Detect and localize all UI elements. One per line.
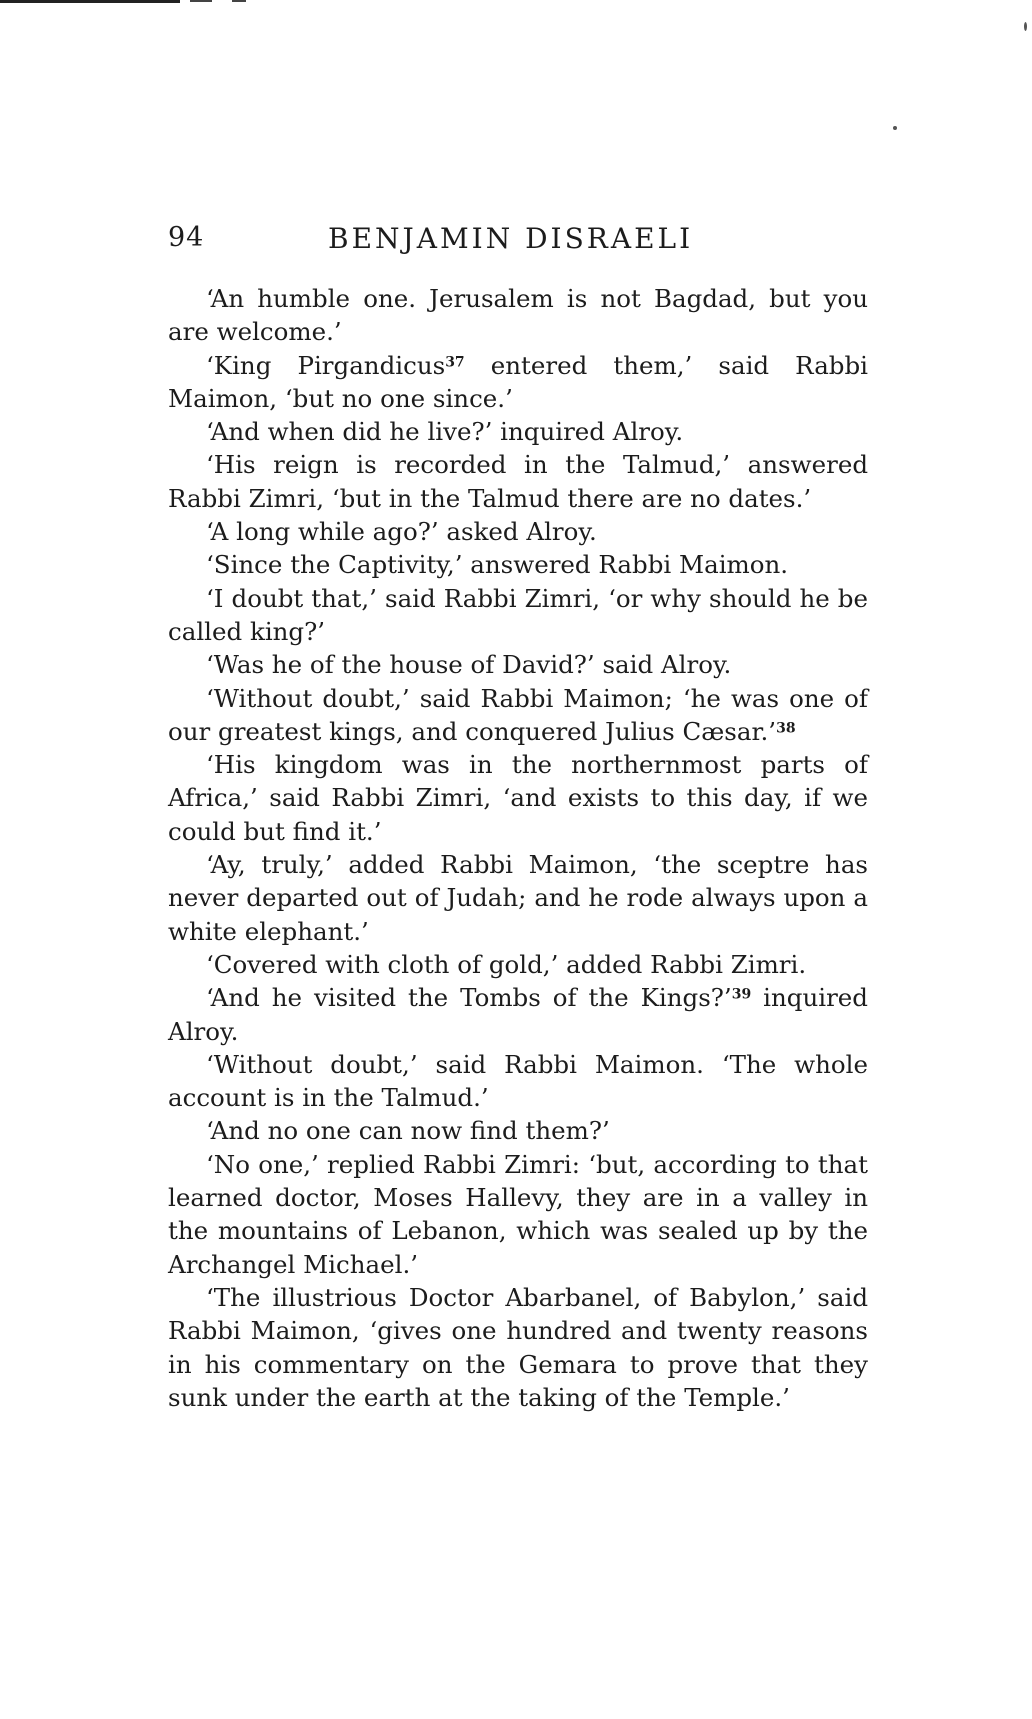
page-number: 94: [168, 222, 205, 253]
paragraph: [168, 349, 868, 416]
footnote-reference: 39: [731, 986, 752, 1003]
paragraph-text: ‘An humble one. Jerusalem is not Bagdad, but you are welcome.’: [168, 284, 868, 347]
footnote-reference: 38: [776, 720, 796, 737]
paragraph: [168, 448, 868, 515]
paragraph: [168, 515, 868, 548]
paragraph: [168, 582, 868, 649]
top-rule-dash: [190, 0, 212, 2]
paragraph: [168, 1148, 868, 1281]
paragraph: [168, 548, 868, 581]
paragraph-text: ‘Covered with cloth of gold,’ added Rabbi Zimri.: [206, 949, 807, 979]
paragraph-text: ‘A long while ago?’ asked Alroy.: [206, 517, 597, 547]
paragraph-text: ‘And when did he live?’ inquired Alroy.: [206, 417, 684, 447]
scan-speck: [893, 126, 897, 130]
paragraph: [168, 682, 868, 749]
paragraph: [168, 848, 868, 948]
top-rule: [0, 0, 180, 3]
paragraph-text: inquired Alroy.: [168, 983, 868, 1046]
paragraph-text: ‘Since the Captivity,’ answered Rabbi Maimon.: [206, 550, 789, 580]
paragraph-text: ‘No one,’ replied Rabbi Zimri: ‘but, according to that learned doctor, Moses Hallevy, they are in a valley in the mountains of Lebanon, which was sealed up by the Archangel Michael.’: [168, 1149, 868, 1279]
paragraph: [168, 1114, 868, 1147]
footnote-reference: 37: [445, 353, 465, 370]
paragraph: [168, 1048, 868, 1115]
paragraph: [168, 748, 868, 848]
paragraph-text: ‘His kingdom was in the northernmost parts of Africa,’ said Rabbi Zimri, ‘and exists to this day, if we could but find it.’: [168, 750, 868, 846]
paragraph: [168, 981, 868, 1048]
running-title: BENJAMIN DISRAELI: [328, 222, 694, 255]
paragraph-text: ‘King Pirgandicus: [206, 350, 446, 380]
paragraph: [168, 648, 868, 681]
paragraph-text: ‘His reign is recorded in the Talmud,’ answered Rabbi Zimri, ‘but in the Talmud there are no dates.’: [168, 450, 868, 513]
scan-speck: [1024, 22, 1027, 31]
page-header: [168, 222, 868, 262]
paragraph: [168, 948, 868, 981]
paragraph-text: entered them,’ said Rabbi Maimon, ‘but no one since.’: [168, 350, 869, 413]
paragraph-text: ‘I doubt that,’ said Rabbi Zimri, ‘or why should he be called king?’: [168, 583, 868, 646]
paragraph-text: ‘Was he of the house of David?’ said Alroy.: [206, 650, 732, 680]
paragraph: [168, 282, 868, 349]
paragraph-text: ‘The illustrious Doctor Abarbanel, of Babylon,’ said Rabbi Maimon, ‘gives one hundred and twenty reasons in his commentary on the Gemara to prove that they sunk under the earth at the taking of the Temple.’: [168, 1282, 868, 1412]
top-rule-dash: [232, 0, 246, 2]
paragraph-text: ‘Without doubt,’ said Rabbi Maimon; ‘he was one of our greatest kings, and conquered Julius Cæsar.’: [168, 683, 868, 746]
body-text: [168, 282, 868, 1414]
paragraph: [168, 1281, 868, 1414]
paragraph-text: ‘And no one can now find them?’: [206, 1116, 610, 1146]
paragraph-text: ‘Without doubt,’ said Rabbi Maimon. ‘The whole account is in the Talmud.’: [168, 1049, 868, 1113]
paragraph: [168, 415, 868, 448]
paragraph-text: ‘And he visited the Tombs of the Kings?’: [206, 983, 732, 1013]
paragraph-text: ‘Ay, truly,’ added Rabbi Maimon, ‘the sceptre has never departed out of Judah; and he rode always upon a white elephant.’: [168, 850, 868, 946]
